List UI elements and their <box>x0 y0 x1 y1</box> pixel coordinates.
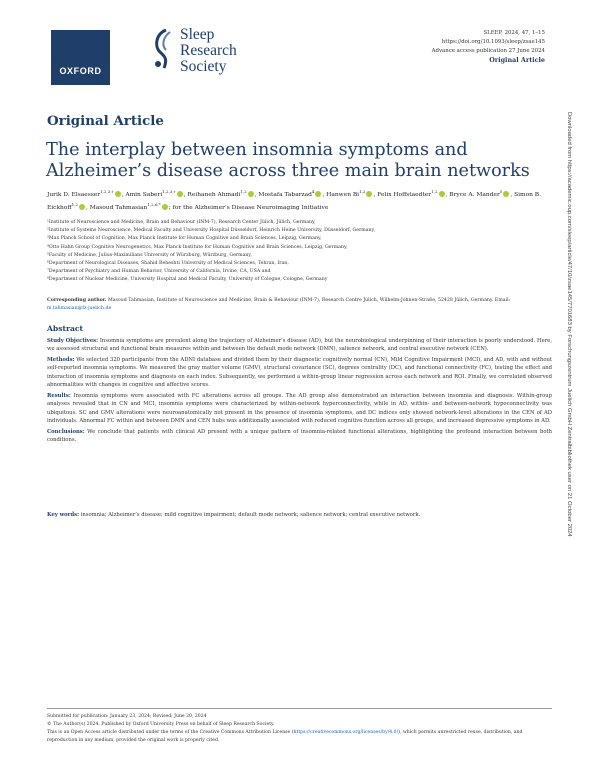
abstract-heading: Abstract <box>47 324 84 333</box>
author-affiliation-marks: 1,2,3,† <box>100 189 114 194</box>
license <box>47 729 552 745</box>
author-name[interactable]: Mostafa Tabarzad <box>258 191 312 198</box>
corresponding-email[interactable]: m.tahmasian@fz-juelich.de <box>47 306 112 312</box>
article-type: Original Article <box>489 56 545 64</box>
orcid-icon[interactable] <box>248 191 254 197</box>
keywords <box>47 511 552 519</box>
author-affiliation-marks: 1,2 <box>431 189 438 194</box>
article-meta <box>432 29 545 65</box>
conclusions-text: We conclude that patients with clinical AD present with a unique pattern of insomnia-related functional alterations, highlighting the profound interaction between both conditions. <box>47 428 552 443</box>
author-affiliation-marks: 1,2,3,† <box>162 189 176 194</box>
society-line3: Society <box>180 58 227 75</box>
affiliation: ³Max Planck School of Cognition, Max Planck Institute for Human Cognitive and Brain Sciences, Leipzig, Germany, <box>47 236 322 242</box>
footer-divider <box>47 708 552 709</box>
author-name[interactable]: Masoud Tahmasian <box>89 204 148 211</box>
author-name[interactable]: Reihaneh Ahmadi <box>187 191 241 198</box>
author-affiliation-marks: 1,2,6,* <box>147 201 161 207</box>
author <box>326 189 373 198</box>
author-name[interactable]: Jurik D. Elsaesser <box>47 191 101 198</box>
results-text: Insomnia symptoms were associated with FC alterations across all groups. The AD group also demonstrated an interaction between insomnia and diagnosis. Within-group analyses revealed that in CN and MCI, insomnia symptoms were characterized by within-network hyperconnectivity, while in AD, within- and between-network hypoconnectivity was ubiquitous. SC and GMV alterations were neuroanatomically not present in the presence of insomnia symptoms, and DC indices only showed network-level alterations in the CEN of AD individuals. Abnormal FC within and between DMN and CEN hubs was additionally associated with reduced cognitive function across all groups, and increased depressive symptoms in AD. <box>47 392 552 425</box>
author-affiliation-marks: 5 <box>499 189 503 194</box>
author-name[interactable]: Hanwen Bi <box>326 191 360 198</box>
orcid-icon[interactable] <box>366 191 372 197</box>
author-list: Jurik D. Elsaesser$^{1,2,3,\dagger}$, Amin Saberi$^{1,2,3,\dagger}$, Reihaneh Ahmadi$^{1,2}$, Mostafa Tabarzad$^4$, Hanwen Bi$^{1,2}$, Felix Hoffstaedter$^{1,2}$, Bryce A. Mander$^5$, Simon B. Eickhoff$^{1,2}$, Masoud Tahmasian$^{1,2,6,*}$; for the Alzheimer’s Disease Neuroimaging Initiative <box>47 189 542 211</box>
orcid-icon[interactable] <box>315 191 321 197</box>
publisher-name: OXFORD <box>59 66 102 76</box>
author <box>258 189 322 198</box>
affiliation: ⁵Faculty of Medicine, Julius-Maximilians University of Würzburg, Würzburg, Germany, <box>47 252 252 258</box>
society-line2: Research <box>180 42 237 59</box>
abstract <box>47 337 552 446</box>
objectives-text: Insomnia symptoms are prevalent along the trajectory of Alzheimer’s disease (AD), but the neurobiological underpinning of their interaction is poorly understood. Here, we assessed structural and functional brain measures within and between the default mode network (DMN), salience network, and central executive network (CEN). <box>47 338 553 353</box>
license-link[interactable]: https://creativecommons.org/licenses/by/4.0/ <box>293 730 399 735</box>
copyright: © The Author(s) 2024. Published by Oxford University Press on behalf of Sleep Research Society. <box>47 722 275 727</box>
affiliation: ⁷Department of Psychiatry and Human Behavior, University of California, Irvine, CA, USA and <box>47 269 271 275</box>
doi-link[interactable]: https://doi.org/10.1093/sleep/zsae145 <box>441 39 545 45</box>
author-name[interactable]: Simon B. Eickhoff <box>47 191 542 211</box>
abstract-conclusions <box>47 428 552 445</box>
footer <box>47 713 552 745</box>
license-post: ), which permits unrestricted reuse, distribution, and reproduction in any medium, provided the original work is properly cited. <box>47 730 523 743</box>
conclusions-label: Conclusions: <box>47 428 85 435</box>
author <box>125 189 183 198</box>
citation: SLEEP, 2024, 47, 1–15 <box>483 30 545 36</box>
abstract-methods <box>47 356 552 390</box>
author <box>89 201 169 211</box>
sleep-research-society-logo <box>150 28 176 72</box>
affiliation: ¹Institute of Neuroscience and Medicine, Brain and Behaviour (INM-7), Research Center Jülich, Jülich, Germany, <box>47 220 316 225</box>
author <box>47 189 122 198</box>
objectives-label: Study Objectives: <box>47 338 99 344</box>
license-pre: This is an Open Access article distributed under the terms of the Creative Commons Attribution License ( <box>47 730 294 735</box>
author <box>377 189 445 198</box>
methods-text: We selected 320 participants from the ADNI database and divided them by their diagnostic cognitively normal (CN), Mild Cognitive Impairment (MCI), and AD, with and without self-reported insomnia symptoms. We measured the gray matter volume (GMV), structural covariance (SC), degrees centrality (DC), and functional connectivity (FC), testing the effect and interaction of insomnia symptoms and diagnosis on each index. Subsequently, we performed a within-group linear regression across each network and ROI. Finally, we correlated observed abnormalities with changes in cognitive and affective scores. <box>47 356 552 389</box>
affiliations <box>47 219 552 285</box>
affiliation: ⁸Department of Nuclear Medicine, University Hospital and Medical Faculty, University of Cologne, Cologne, Germany <box>47 277 328 283</box>
results-label: Results: <box>47 392 71 399</box>
author-name[interactable]: Amin Saberi <box>125 191 163 198</box>
corresponding-text: Masoud Tahmasian, Institute of Neuroscience and Medicine, Brain & Behaviour (INM-7), Research Centre Jülich, Wilhelm-Johnen-Straße, 52428 Jülich, Germany. Email: <box>107 298 511 303</box>
advance-access: Advance access publication 27 June 2024 <box>431 48 545 54</box>
author-affiliation-marks: 1,2 <box>359 189 366 194</box>
section-label: Original Article <box>47 113 164 129</box>
abstract-results <box>47 392 552 426</box>
author-name[interactable]: Bryce A. Mander <box>449 191 500 198</box>
author-name[interactable]: Felix Hoffstaedter <box>377 191 432 198</box>
orcid-icon[interactable] <box>162 204 168 210</box>
orcid-icon[interactable] <box>439 191 445 197</box>
keywords-label: Key words: <box>47 512 80 518</box>
author-consortium: ; for the Alzheimer’s Disease Neuroimaging Initiative <box>168 204 329 211</box>
methods-label: Methods: <box>47 356 75 363</box>
affiliation: ⁶Department of Neurological Diseases, Shahid Beheshti University of Medical Sciences, Tehran, Iran, <box>47 261 289 267</box>
affiliation: ²Institute of Systems Neuroscience, Medical Faculty and University Hospital Düsseldorf, Heinrich Heine University, Düsseldorf, Germany, <box>47 228 376 234</box>
author-affiliation-marks: 1,2 <box>240 189 247 194</box>
corresponding-label: Corresponding author. <box>47 298 107 303</box>
oxford-logo <box>51 30 110 85</box>
society-name <box>180 27 237 75</box>
abstract-objectives <box>47 337 552 354</box>
author-affiliation-marks: 4 <box>311 189 315 194</box>
side-note-text: Downloaded from https://academic.oup.com/sleep/article/47/10/zsae145/7701683 by Forschungszentrum Juelich GmbH Zentralbibliothek user on 21 October 2024 <box>566 112 572 537</box>
orcid-icon[interactable] <box>177 191 183 197</box>
corresponding-author <box>47 297 552 313</box>
paper-title: The interplay between insomnia symptoms and Alzheimer’s disease across three main brain networks <box>46 140 530 181</box>
keywords-text: insomnia; Alzheimer’s disease; mild cognitive impairment; default mode network; salience network; central executive network. <box>80 512 421 518</box>
orcid-icon[interactable] <box>503 191 509 197</box>
affiliation: ⁴Otto Hahn Group Cognitive Neurogenetics, Max Planck Institute for Human Cognitive and Brain Sciences, Leipzig, Germany, <box>47 244 348 250</box>
author <box>187 189 254 198</box>
submission-dates: Submitted for publication: January 23, 2024; Revised: June 20, 2024 <box>47 714 207 719</box>
society-line1: Sleep <box>180 26 215 43</box>
download-side-note <box>566 112 578 672</box>
author-affiliation-marks: 1,2 <box>71 201 78 207</box>
author <box>449 189 510 198</box>
orcid-icon[interactable] <box>79 204 85 210</box>
orcid-icon[interactable] <box>115 191 121 197</box>
